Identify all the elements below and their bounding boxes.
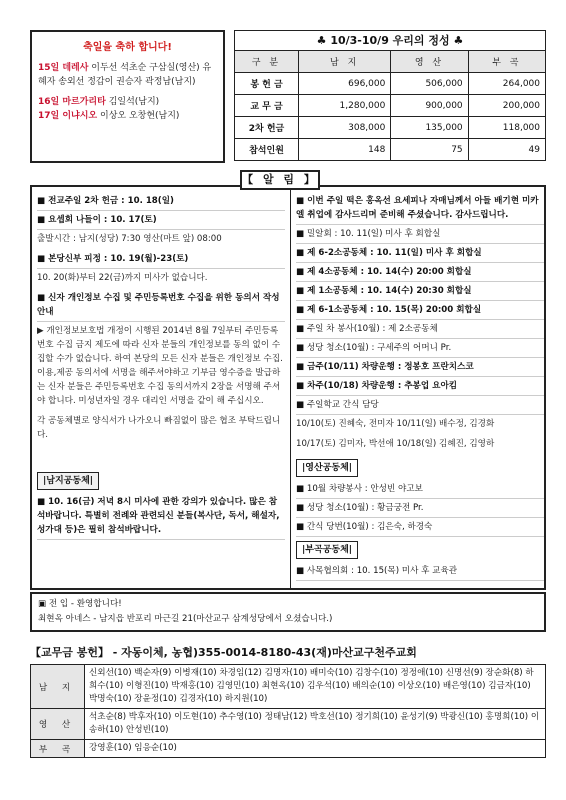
notice-item: ■ 밀알회 : 10. 11(일) 미사 후 회합실 (296, 225, 544, 244)
section-label-namji: |남지공동체| (37, 472, 99, 490)
feast-day-box (30, 30, 225, 163)
welcome-text: 최현옥 아네스 - 남지읍 반포리 마근길 21(마산교구 삼계성당에서 오셨습니다.) (38, 614, 333, 624)
offering-cell: 506,000 (391, 73, 468, 95)
notice-left-column (37, 192, 285, 540)
offering-row (235, 95, 546, 117)
section-label-bugok: |부곡공동체| (296, 541, 358, 559)
notice-item: ■ 본당신부 피정 : 10. 19(월)-23(토) (37, 250, 285, 269)
offering-cell: 264,000 (468, 73, 545, 95)
offering-row-label: 봉 헌 금 (235, 73, 299, 95)
notice-item: ■ 제 4소공동체 : 10. 14(수) 20:00 회합실 (296, 263, 544, 282)
donor-names: 강영훈(10) 임응순(10) (85, 740, 546, 758)
notice-item: ■ 이번 주일 떡은 홍옥선 요세피나 자매님께서 아들 배기현 미카엘 취업에 감사드리며 준비해 주셨습니다. 감사드립니다. (296, 192, 544, 225)
offering-cell: 900,000 (391, 95, 468, 117)
notice-item: ■ 주일 차 봉사(10월) : 제 2소공동체 (296, 320, 544, 339)
feast-entry (38, 95, 217, 109)
offering-row (235, 117, 546, 139)
notice-item: ■ 제 6-1소공동체 : 10. 15(목) 20:00 회합실 (296, 301, 544, 320)
offering-summary (234, 30, 546, 161)
offering-title: ♣ 10/3-10/9 우리의 정성 ♣ (234, 30, 546, 50)
feast-day-label: 16일 마르가리타 (38, 97, 106, 107)
feast-day-label: 15일 데레사 (38, 63, 89, 73)
notice-detail: ▶ 개인정보보호법 개정이 시행된 2014년 8월 7일부터 주민등록번호 수집 금지 제도에 따라 신자 분들의 개인정보를 동의 없이 수집할 수가 없습니다. 하여 본당의 모든 신자 분들은 개인정보 수집.이용,제공 동의서에 서명을 해주셔야하고 기부금 영수증을 발급하는 신자 분들은 주민등록번호 수집 동의서까지 2장을 서명해 주셔야 합니다. 미성년자일 경우 대리인 서명을 같이 해 주십시오. (37, 326, 283, 406)
notice-item: ■ 요셉회 나들이 : 10. 17(토) (37, 211, 285, 230)
offering-row-label: 교 무 금 (235, 95, 299, 117)
offering-cell: 308,000 (299, 117, 391, 139)
donation-header: 【교무금 봉헌】 - 자동이체, 농협)355-0014-8180-43(재)마산교구천주교회 (30, 646, 417, 659)
offering-cell: 75 (391, 139, 468, 161)
offering-header: 부 곡 (468, 51, 545, 73)
notice-item: ■ 10월 차량봉사 : 안성빈 야고보 (296, 480, 544, 499)
donor-row (31, 665, 546, 709)
notice-detail: 10/10(토) 진혜숙, 전미자 10/11(일) 배수정, 김경화 (296, 419, 495, 429)
feast-day-title: 축일을 축하 합니다! (83, 42, 172, 53)
notice-item: ■ 신자 개인정보 수집 및 주민등록번호 수집을 위한 동의서 작성 안내 (37, 289, 285, 322)
notice-right-column (296, 192, 544, 581)
offering-header: 구 분 (235, 51, 299, 73)
donor-names: 석초순(8) 박후자(10) 이도현(10) 추수영(10) 정태남(12) 박호선(10) 정기희(10) 윤성기(9) 박광신(10) 홍명희(10) 이송하(10) 안성빈(10) (85, 709, 546, 740)
notice-item: ■ 차주(10/18) 차량운행 : 추봉업 요아킴 (296, 377, 544, 396)
notice-detail: 출발시간 : 남지(성당) 7:30 영산(마트 앞) 08:00 (37, 234, 222, 244)
notice-item: ■ 제 1소공동체 : 10. 14(수) 20:30 회합실 (296, 282, 544, 301)
feast-names: 이두선 석초순 구삼실(영산) 유혜자 송외선 정갑이 권승자 곽정남(남지) (38, 63, 212, 87)
offering-cell: 200,000 (468, 95, 545, 117)
notice-detail: 10. 20(화)부터 22(금)까지 미사가 없습니다. (37, 273, 208, 283)
welcome-title: ▣ 전 입 - 환영합니다! (38, 599, 122, 609)
donor-row (31, 709, 546, 740)
donor-row (31, 740, 546, 758)
notice-item: ■ 주일학교 간식 담당 (296, 396, 544, 415)
donor-names: 신외선(10) 백순자(9) 이병재(10) 차경임(12) 김명자(10) 배미숙(10) 김창수(10) 정정애(10) 신명선(9) 장순화(8) 하희수(10) 이형진(10) 박재홍(10) 김영민(10) 최현옥(10) 김우석(10) 배의순(10) 이상오(10) 배은영(10) 김금자(10) 박명숙(10) 장윤정(10) 김경자(10) 하지원(10) (85, 665, 546, 709)
offering-cell: 1,280,000 (299, 95, 391, 117)
column-divider (290, 187, 291, 588)
notice-item: ■ 제 6-2소공동체 : 10. 11(일) 미사 후 회합실 (296, 244, 544, 263)
offering-cell: 49 (468, 139, 545, 161)
offering-row-label: 참석인원 (235, 139, 299, 161)
offering-cell: 118,000 (468, 117, 545, 139)
notice-detail: 각 공동체별로 양식서가 나가오니 빠짐없이 많은 협조 부탁드립니다. (37, 416, 281, 440)
donor-region: 부 곡 (31, 740, 85, 758)
offering-header: 영 산 (391, 51, 468, 73)
notice-item: ■ 간식 당번(10월) : 김은숙, 하경숙 (296, 518, 544, 537)
notice-title: 【 알 림 】 (240, 170, 320, 190)
notice-item: ■ 10. 16(금) 저녁 8시 미사에 관한 강의가 있습니다. 많은 참석바랍니다. 특별히 전례와 관련되신 분들(복사단, 독서, 해설자, 성가대 등)은 필히 참석바랍니다. (37, 493, 285, 540)
notice-item: ■ 성당 청소(10월) : 구세주의 어머니 Pr. (296, 339, 544, 358)
feast-names: 이상오 오창현(남지) (97, 111, 180, 121)
offering-row (235, 73, 546, 95)
notice-panel (30, 185, 546, 590)
offering-cell: 148 (299, 139, 391, 161)
offering-cell: 696,000 (299, 73, 391, 95)
notice-item: ■ 사목협의회 : 10. 15(목) 미사 후 교육관 (296, 562, 544, 581)
welcome-box (30, 592, 546, 632)
donor-table (30, 664, 546, 758)
notice-detail: 10/17(토) 김미자, 박선애 10/18(일) 김혜진, 김영하 (296, 439, 495, 449)
feast-entry (38, 109, 217, 123)
offering-table (234, 50, 546, 161)
donor-list (30, 664, 546, 758)
notice-item: ■ 전교주일 2차 헌금 : 10. 18(일) (37, 192, 285, 211)
feast-day-label: 17일 이냐시오 (38, 111, 98, 121)
offering-header: 남 지 (299, 51, 391, 73)
notice-item: ■ 금주(10/11) 차량운행 : 정봉호 프란치스코 (296, 358, 544, 377)
donor-region: 남 지 (31, 665, 85, 709)
offering-header-row (235, 51, 546, 73)
feast-names: 김일석(남지) (105, 97, 160, 107)
section-label-yeongsan: |영산공동체| (296, 459, 358, 477)
donor-region: 영 산 (31, 709, 85, 740)
offering-cell: 135,000 (391, 117, 468, 139)
feast-entry (38, 61, 217, 89)
notice-item: ■ 성당 청소(10월) : 황금궁전 Pr. (296, 499, 544, 518)
offering-row-label: 2차 헌금 (235, 117, 299, 139)
offering-row (235, 139, 546, 161)
